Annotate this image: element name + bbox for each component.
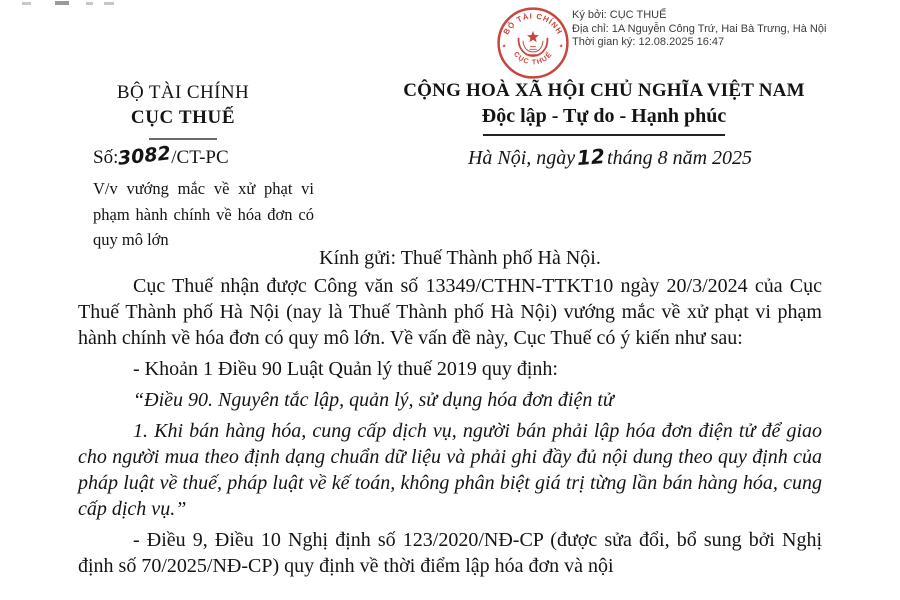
body-paragraph-quote: 1. Khi bán hàng hóa, cung cấp dịch vụ, người bán phải lập hóa đơn điện tử để giao cho người mua theo định dạng chuẩn dữ liệu và phải ghi đầy đủ nội dung theo quy định của pháp luật về thuế, pháp luật về kế toán, không phân biệt giá trị từng lần bán hàng hóa, cung cấp dịch vụ.” [78, 420, 822, 520]
place-date-post: tháng 8 năm 2025 [607, 147, 753, 169]
document-body [78, 273, 822, 584]
ministry-name: BỘ TÀI CHÍNH [116, 82, 250, 103]
issuing-agency-block [88, 82, 278, 140]
recipient-line: Kính gửi: Thuế Thành phố Hà Nội. [319, 247, 601, 269]
seal-top-text: BỘ TÀI CHÍNH [501, 11, 565, 37]
number-handwritten: 3082 [117, 142, 173, 170]
body-paragraph: - Điều 9, Điều 10 Nghị định số 123/2020/NĐ-CP (được sửa đổi, bổ sung bởi Nghị định số 70/2025/NĐ-CP) quy định về thời điểm lập hóa đơn và nội [78, 529, 822, 577]
seal-bottom-text: CỤC THUẾ [511, 50, 555, 67]
scan-artifact [86, 2, 93, 5]
document-number [93, 142, 229, 170]
body-paragraph-quote: “Điều 90. Nguyên tắc lập, quản lý, sử dụng hóa đơn điện tử [133, 389, 614, 411]
day-handwritten: 12 [576, 144, 606, 170]
national-title: CỘNG HOÀ XÃ HỘI CHỦ NGHĨA VIỆT NAM [403, 80, 805, 101]
signature-time: Thời gian ký: 12.08.2025 16:47 [572, 36, 725, 48]
tax-department-seal-icon [496, 6, 570, 80]
seal-center-star [527, 31, 539, 42]
national-header-block [388, 80, 820, 136]
digital-signature-block [572, 9, 826, 50]
department-name: CỤC THUẾ [130, 107, 236, 128]
body-paragraph: - Khoản 1 Điều 90 Luật Quản lý thuế 2019 quy định: [133, 358, 558, 380]
national-motto: Độc lập - Tự do - Hạnh phúc [481, 105, 727, 127]
scan-artifact [22, 2, 31, 5]
signature-address: Địa chỉ: 1A Nguyễn Công Trứ, Hai Bà Trưng, Hà Nội [572, 22, 827, 35]
scan-artifact [104, 2, 114, 5]
scan-artifact [55, 1, 69, 5]
subject-line: V/v vướng mắc về xử phạt vi phạm hành chính về hóa đơn có quy mô lớn [93, 179, 314, 249]
seal-star-right: ★ [558, 43, 564, 50]
place-date-pre: Hà Nội, ngày [467, 147, 576, 169]
signature-signer: Ký bởi: CỤC THUẾ [572, 9, 667, 21]
agency-underline [149, 138, 217, 140]
number-suffix: /CT-PC [171, 147, 229, 168]
place-date-line [400, 145, 820, 170]
body-paragraph: Cục Thuế nhận được Công văn số 13349/CTHN-TTKT10 ngày 20/3/2024 của Cục Thuế Thành phố Hà Nội (nay là Thuế Thành phố Hà Nội) vướng mắc về xử phạt vi phạm hành chính về hóa đơn có quy mô lớn. Về vấn đề này, Cục Thuế có ý kiến như sau: [78, 275, 822, 349]
seal-wreath [519, 38, 548, 56]
motto-underline [483, 134, 725, 136]
seal-star-left: ★ [501, 43, 507, 50]
number-prefix: Số: [93, 147, 119, 168]
